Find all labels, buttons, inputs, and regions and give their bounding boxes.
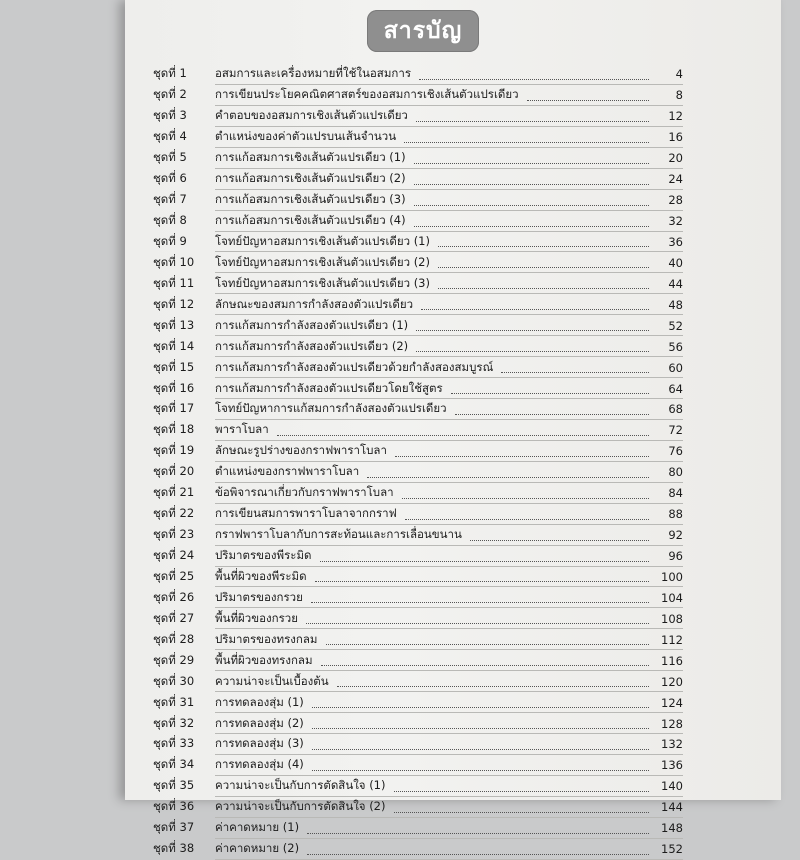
dot-leader xyxy=(414,205,649,206)
toc-entry-title: โจทย์ปัญหาการแก้สมการกำลังสองตัวแปรเดียว xyxy=(215,401,447,416)
toc-entry xyxy=(153,336,683,357)
toc-page-number: 76 xyxy=(668,444,683,459)
toc-entry xyxy=(153,420,683,441)
toc-entry-title: ข้อพิจารณาเกี่ยวกับกราฟพาราโบลา xyxy=(215,485,394,500)
toc-set-number: ชุดที่ 38 xyxy=(153,841,195,856)
toc-page-number: 56 xyxy=(668,339,683,354)
toc-set-number: ชุดที่ 13 xyxy=(153,317,195,332)
toc-set-number: ชุดที่ 36 xyxy=(153,799,195,814)
toc-entry-title: ลักษณะรูปร่างของกราฟพาราโบลา xyxy=(215,443,387,458)
toc-set-number: ชุดที่ 10 xyxy=(153,254,195,269)
toc-entry xyxy=(153,462,683,483)
toc-entry xyxy=(153,525,683,546)
dot-leader xyxy=(307,833,649,834)
toc-set-number: ชุดที่ 20 xyxy=(153,464,195,479)
toc-entry xyxy=(153,692,683,713)
toc-entry xyxy=(153,504,683,525)
dot-leader xyxy=(395,456,649,457)
toc-entry-title: การแก้สมการกำลังสองตัวแปรเดียว (2) xyxy=(215,338,409,353)
toc-page-number: 84 xyxy=(668,486,683,501)
toc-entry xyxy=(153,211,683,232)
toc-entry xyxy=(153,85,683,106)
toc-set-number: ชุดที่ 33 xyxy=(153,736,195,751)
toc-set-number: ชุดที่ 16 xyxy=(153,380,195,395)
toc-entry xyxy=(153,567,683,588)
toc-entry-title: ตำแหน่งของกราฟพาราโบลา xyxy=(215,464,360,479)
toc-page-number: 92 xyxy=(668,528,683,543)
dot-leader xyxy=(421,309,649,310)
toc-entry-title: การแก้สมการกำลังสองตัวแปรเดียวด้วยกำลังสองสมบูรณ์ xyxy=(215,359,494,374)
toc-entry xyxy=(153,106,683,127)
toc-set-number: ชุดที่ 14 xyxy=(153,338,195,353)
toc-page-number: 72 xyxy=(668,423,683,438)
toc-set-number: ชุดที่ 15 xyxy=(153,359,195,374)
toc-entry-title: ปริมาตรของทรงกลม xyxy=(215,631,318,646)
dot-leader xyxy=(527,100,649,101)
toc-entry xyxy=(153,169,683,190)
dot-leader xyxy=(337,686,649,687)
dot-leader xyxy=(321,665,649,666)
toc-set-number: ชุดที่ 25 xyxy=(153,568,195,583)
toc-entry-title: การแก้อสมการเชิงเส้นตัวแปรเดียว (3) xyxy=(215,192,406,207)
toc-page-number: 144 xyxy=(661,800,683,815)
dot-leader xyxy=(416,330,649,331)
toc-set-number: ชุดที่ 21 xyxy=(153,485,195,500)
toc-entry xyxy=(153,546,683,567)
dot-leader xyxy=(402,498,649,499)
toc-entry xyxy=(153,64,683,85)
dot-leader xyxy=(306,623,649,624)
toc-set-number: ชุดที่ 23 xyxy=(153,527,195,542)
dot-leader xyxy=(311,602,649,603)
toc-entry-title: ค่าคาดหมาย (2) xyxy=(215,841,300,856)
toc-set-number: ชุดที่ 12 xyxy=(153,296,195,311)
title-banner xyxy=(367,10,479,52)
dot-leader xyxy=(438,246,649,247)
toc-entry-title: ปริมาตรของกรวย xyxy=(215,589,303,604)
toc-entry xyxy=(153,441,683,462)
toc-entry xyxy=(153,629,683,650)
toc-entry-title: ความน่าจะเป็นกับการตัดสินใจ (2) xyxy=(215,799,386,814)
toc-entry-title: การแก้สมการกำลังสองตัวแปรเดียวโดยใช้สูตร xyxy=(215,380,443,395)
toc-set-number: ชุดที่ 32 xyxy=(153,715,195,730)
toc-set-number: ชุดที่ 35 xyxy=(153,778,195,793)
toc-page-number: 52 xyxy=(668,318,683,333)
toc-page-number: 88 xyxy=(668,507,683,522)
toc-set-number: ชุดที่ 18 xyxy=(153,422,195,437)
toc-entry-title: การแก้อสมการเชิงเส้นตัวแปรเดียว (1) xyxy=(215,150,406,165)
toc-entry xyxy=(153,734,683,755)
toc-entry-title: พื้นที่ผิวของทรงกลม xyxy=(215,652,313,667)
toc-entry xyxy=(153,315,683,336)
toc-page-number: 140 xyxy=(661,779,683,794)
toc-entry xyxy=(153,127,683,148)
toc-page-number: 36 xyxy=(668,234,683,249)
toc-set-number: ชุดที่ 6 xyxy=(153,171,187,186)
toc-page-number: 148 xyxy=(661,821,683,836)
dot-leader xyxy=(438,267,649,268)
toc-entry-title: กราฟพาราโบลากับการสะท้อนและการเลื่อนขนาน xyxy=(215,527,462,542)
toc-entry xyxy=(153,190,683,211)
toc-set-number: ชุดที่ 28 xyxy=(153,631,195,646)
toc-page-number: 8 xyxy=(675,88,683,103)
toc-set-number: ชุดที่ 11 xyxy=(153,275,195,290)
toc-entry xyxy=(153,232,683,253)
toc-page-number: 12 xyxy=(668,109,683,124)
toc-entry-title: ลักษณะของสมการกำลังสองตัวแปรเดียว xyxy=(215,296,414,311)
dot-leader xyxy=(312,749,649,750)
toc-page-number: 64 xyxy=(668,381,683,396)
toc-entry-title: การเขียนสมการพาราโบลาจากกราฟ xyxy=(215,506,397,521)
dot-leader xyxy=(404,142,649,143)
toc-entry xyxy=(153,608,683,629)
dot-leader xyxy=(312,770,649,771)
toc-entry xyxy=(153,713,683,734)
toc-page-number: 16 xyxy=(668,130,683,145)
dot-leader xyxy=(312,707,649,708)
toc-entry-title: ปริมาตรของพีระมิด xyxy=(215,548,312,563)
toc-entry xyxy=(153,252,683,273)
toc-set-number: ชุดที่ 2 xyxy=(153,87,187,102)
dot-leader xyxy=(312,728,649,729)
toc-entry-title: การแก้อสมการเชิงเส้นตัวแปรเดียว (2) xyxy=(215,171,406,186)
dot-leader xyxy=(470,540,649,541)
toc-set-number: ชุดที่ 37 xyxy=(153,820,195,835)
toc-entry-title: การทดลองสุ่ม (1) xyxy=(215,694,304,709)
page-title: สารบัญ xyxy=(383,18,463,44)
toc-entry xyxy=(153,650,683,671)
toc-page-number: 112 xyxy=(661,632,683,647)
toc-entry-title: พาราโบลา xyxy=(215,422,269,437)
toc-set-number: ชุดที่ 26 xyxy=(153,589,195,604)
toc-page-number: 28 xyxy=(668,193,683,208)
toc-page-number: 124 xyxy=(661,695,683,710)
dot-leader xyxy=(414,163,649,164)
dot-leader xyxy=(414,184,649,185)
toc-entry xyxy=(153,755,683,776)
toc-entry-title: คำตอบของอสมการเชิงเส้นตัวแปรเดียว xyxy=(215,108,408,123)
toc-page-number: 104 xyxy=(661,590,683,605)
toc-set-number: ชุดที่ 7 xyxy=(153,192,187,207)
toc-page-number: 116 xyxy=(661,653,683,668)
toc-entry xyxy=(153,587,683,608)
toc-page-number: 152 xyxy=(661,842,683,857)
toc-page-number: 60 xyxy=(668,360,683,375)
toc-entry-title: โจทย์ปัญหาอสมการเชิงเส้นตัวแปรเดียว (3) xyxy=(215,275,430,290)
toc-entry xyxy=(153,357,683,378)
toc-entry-title: โจทย์ปัญหาอสมการเชิงเส้นตัวแปรเดียว (2) xyxy=(215,254,430,269)
toc-entry xyxy=(153,483,683,504)
toc-entry-title: การแก้สมการกำลังสองตัวแปรเดียว (1) xyxy=(215,317,409,332)
toc-entry-title: การเขียนประโยคคณิตศาสตร์ของอสมการเชิงเส้นตัวแปรเดียว xyxy=(215,87,519,102)
toc-set-number: ชุดที่ 9 xyxy=(153,233,187,248)
dot-leader xyxy=(315,581,649,582)
dot-leader xyxy=(416,121,649,122)
dot-leader xyxy=(277,435,649,436)
toc-page-number: 24 xyxy=(668,172,683,187)
toc-entry-title: พื้นที่ผิวของพีระมิด xyxy=(215,568,307,583)
table-of-contents xyxy=(153,64,683,860)
toc-set-number: ชุดที่ 5 xyxy=(153,150,187,165)
dot-leader xyxy=(405,519,649,520)
toc-set-number: ชุดที่ 8 xyxy=(153,213,187,228)
toc-entry-title: อสมการและเครื่องหมายที่ใช้ในอสมการ xyxy=(215,66,411,81)
toc-entry-title: โจทย์ปัญหาอสมการเชิงเส้นตัวแปรเดียว (1) xyxy=(215,233,430,248)
toc-entry-title: ตำแหน่งของค่าตัวแปรบนเส้นจำนวน xyxy=(215,129,397,144)
toc-page-number: 20 xyxy=(668,151,683,166)
toc-entry-title: ความน่าจะเป็นเบื้องต้น xyxy=(215,673,329,688)
toc-set-number: ชุดที่ 30 xyxy=(153,673,195,688)
toc-page-number: 136 xyxy=(661,758,683,773)
toc-entry xyxy=(153,776,683,797)
dot-leader xyxy=(419,79,649,80)
toc-entry-title: พื้นที่ผิวของกรวย xyxy=(215,610,298,625)
toc-page-number: 96 xyxy=(668,549,683,564)
toc-entry-title: การทดลองสุ่ม (3) xyxy=(215,736,304,751)
dot-leader xyxy=(416,351,649,352)
toc-page-number: 40 xyxy=(668,255,683,270)
toc-page-number: 100 xyxy=(661,569,683,584)
toc-entry xyxy=(153,294,683,315)
toc-entry xyxy=(153,148,683,169)
dot-leader xyxy=(326,644,649,645)
toc-set-number: ชุดที่ 29 xyxy=(153,652,195,667)
dot-leader xyxy=(438,288,649,289)
dot-leader xyxy=(394,791,650,792)
toc-entry xyxy=(153,839,683,860)
toc-set-number: ชุดที่ 17 xyxy=(153,401,195,416)
toc-page-number: 32 xyxy=(668,214,683,229)
dot-leader xyxy=(307,854,649,855)
toc-set-number: ชุดที่ 4 xyxy=(153,129,187,144)
toc-entry xyxy=(153,399,683,420)
toc-page-number: 120 xyxy=(661,674,683,689)
toc-set-number: ชุดที่ 27 xyxy=(153,610,195,625)
toc-entry-title: ความน่าจะเป็นกับการตัดสินใจ (1) xyxy=(215,778,386,793)
toc-entry xyxy=(153,671,683,692)
toc-entry-title: ค่าคาดหมาย (1) xyxy=(215,820,300,835)
dot-leader xyxy=(394,812,650,813)
dot-leader xyxy=(414,226,649,227)
toc-page-number: 4 xyxy=(675,67,683,82)
toc-page-number: 44 xyxy=(668,276,683,291)
toc-page-number: 128 xyxy=(661,716,683,731)
toc-entry-title: การทดลองสุ่ม (2) xyxy=(215,715,304,730)
dot-leader xyxy=(367,477,649,478)
toc-entry-title: การแก้อสมการเชิงเส้นตัวแปรเดียว (4) xyxy=(215,213,406,228)
toc-entry xyxy=(153,378,683,399)
dot-leader xyxy=(455,414,649,415)
toc-set-number: ชุดที่ 34 xyxy=(153,757,195,772)
toc-set-number: ชุดที่ 31 xyxy=(153,694,195,709)
toc-entry xyxy=(153,818,683,839)
toc-page-number: 132 xyxy=(661,737,683,752)
toc-page-number: 68 xyxy=(668,402,683,417)
toc-page-number: 48 xyxy=(668,297,683,312)
dot-leader xyxy=(320,561,649,562)
dot-leader xyxy=(501,372,649,373)
toc-entry-title: การทดลองสุ่ม (4) xyxy=(215,757,304,772)
book-page xyxy=(125,0,781,857)
toc-set-number: ชุดที่ 3 xyxy=(153,108,187,123)
toc-page-number: 108 xyxy=(661,611,683,626)
toc-set-number: ชุดที่ 1 xyxy=(153,66,187,81)
toc-set-number: ชุดที่ 24 xyxy=(153,548,195,563)
toc-page-number: 80 xyxy=(668,465,683,480)
toc-entry xyxy=(153,273,683,294)
toc-set-number: ชุดที่ 19 xyxy=(153,443,195,458)
toc-set-number: ชุดที่ 22 xyxy=(153,506,195,521)
dot-leader xyxy=(451,393,649,394)
